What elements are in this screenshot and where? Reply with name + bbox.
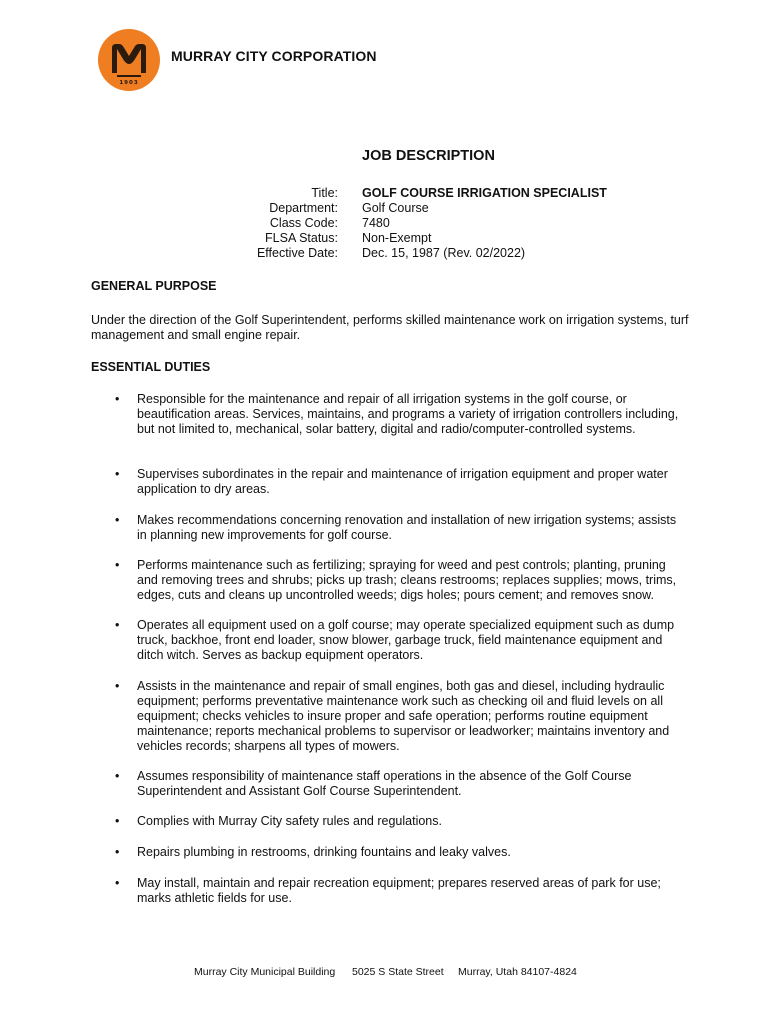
footer-city: Murray, Utah 84107-4824	[458, 966, 577, 978]
bullet: •	[115, 845, 120, 859]
essential-duties-heading: ESSENTIAL DUTIES	[91, 360, 211, 374]
footer-building: Murray City Municipal Building	[194, 966, 336, 978]
organization-name: MURRAY CITY CORPORATION	[171, 48, 377, 64]
job-info-labels	[200, 186, 338, 261]
general-purpose-heading: GENERAL PURPOSE	[91, 279, 217, 293]
label-effective-date: Effective Date:	[256, 246, 338, 260]
murray-city-logo	[98, 29, 160, 91]
label-class-code: Class Code:	[269, 216, 338, 230]
value-effective-date: Dec. 15, 1987 (Rev. 02/2022)	[362, 246, 526, 260]
duty-text: Repairs plumbing in restrooms, drinking fountains and leaky valves.	[137, 845, 511, 859]
job-info-values	[362, 186, 607, 261]
bullet: •	[115, 814, 120, 828]
bullet: •	[115, 618, 120, 632]
duty-text: Assists in the maintenance and repair of small engines, both gas and diesel, including hydraulic equipment; performs preventative maintenance work such as checking oil and fluid levels on all equipment; checks vehicles to insure proper and safe operation; performs routine equipment maintenance; reports mechanical problems to supervisor or leadworker; maintains inventory and vehicles records; sharpens all types of mowers.	[137, 679, 670, 753]
bullet: •	[115, 876, 120, 890]
bullet: •	[115, 467, 120, 481]
value-class-code: 7480	[362, 216, 390, 230]
bullet: •	[115, 558, 120, 572]
duty-text: May install, maintain and repair recreation equipment; prepares reserved areas of park for use; marks athletic fields for use.	[137, 876, 661, 905]
footer-street: 5025 S State Street	[352, 966, 444, 978]
duty-text: Supervises subordinates in the repair and maintenance of irrigation equipment and proper water application to dry areas.	[137, 467, 668, 496]
bullet: •	[115, 769, 120, 783]
duty-text: Performs maintenance such as fertilizing; spraying for weed and pest controls; planting, pruning and removing trees and shrubs; picks up trash; cleans restrooms; replaces supplies; mows, trims, edges, cuts and cleans up uncontrolled weeds; digs holes; pours cement; and removes snow.	[137, 558, 677, 602]
duty-text: Complies with Murray City safety rules and regulations.	[137, 814, 442, 828]
logo-year: 1903	[119, 80, 139, 86]
label-flsa-status: FLSA Status:	[265, 231, 338, 245]
label-department: Department:	[269, 201, 338, 215]
general-purpose-text: Under the direction of the Golf Superintendent, performs skilled maintenance work on irrigation systems, turf management and small engine repair.	[91, 313, 689, 342]
bullet: •	[115, 513, 120, 527]
duty-text: Assumes responsibility of maintenance staff operations in the absence of the Golf Course Superintendent and Assistant Golf Course Superintendent.	[137, 769, 632, 798]
value-department: Golf Course	[362, 201, 429, 215]
duty-text: Operates all equipment used on a golf course; may operate specialized equipment such as dump truck, backhoe, front end loader, snow blower, garbage truck, field maintenance equipment and ditch witch. Serves as backup equipment operators.	[137, 618, 675, 662]
label-title: Title:	[311, 186, 338, 200]
bullet: •	[115, 679, 120, 693]
value-flsa-status: Non-Exempt	[362, 231, 432, 245]
document-title: JOB DESCRIPTION	[362, 148, 495, 164]
value-job-title: GOLF COURSE IRRIGATION SPECIALIST	[362, 186, 607, 200]
duty-text: Makes recommendations concerning renovation and installation of new irrigation systems; assists in planning new improvements for golf course.	[137, 513, 677, 542]
bullet: •	[115, 392, 120, 406]
duty-text: Responsible for the maintenance and repair of all irrigation systems in the golf course, or beautification areas. Services, maintains, and programs a variety of irrigation controllers including, but not limited to, mechanical, solar battery, digital and radio/computer-controlled systems.	[137, 392, 679, 436]
